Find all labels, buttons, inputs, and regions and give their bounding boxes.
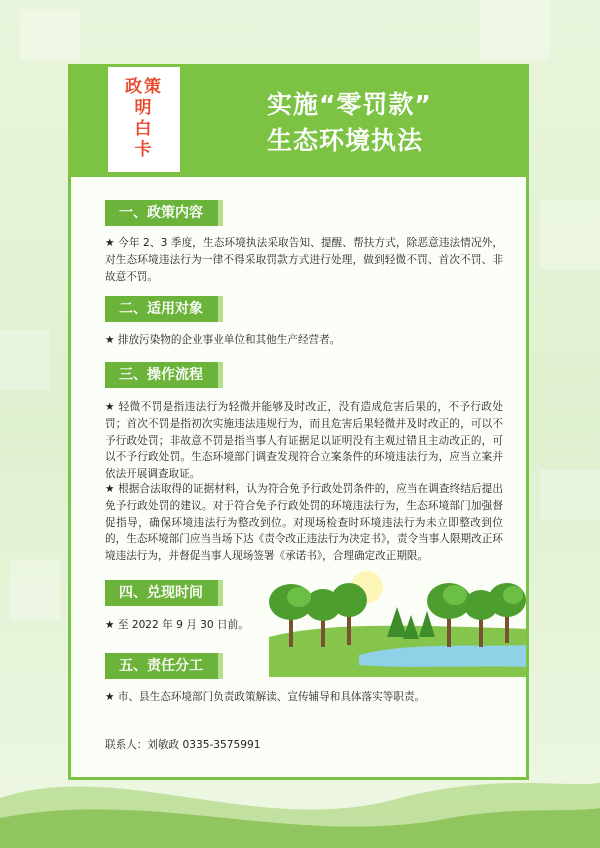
forest-illustration [269, 567, 529, 677]
tag-char-1: 政策 [125, 77, 163, 97]
card-header [71, 67, 526, 177]
policy-tag [108, 66, 180, 172]
section-heading-procedure: 三、操作流程 [105, 362, 223, 388]
tag-char-2: 明 [134, 98, 154, 118]
tag-char-3: 白 [134, 119, 154, 139]
section-heading-duties: 五、责任分工 [105, 653, 223, 679]
policy-card [68, 64, 529, 780]
section-heading-policy: 一、政策内容 [105, 200, 223, 226]
tag-char-4: 卡 [134, 140, 154, 160]
section-heading-deadline: 四、兑现时间 [105, 580, 223, 606]
section-text-procedure-1: ★ 轻微不罚是指违法行为轻微并能够及时改正，没有造成危害后果的，不予行政处罚；首次不罚是指初次实施违法违规行为，而且危害后果轻微并及时改正的，可以不予行政处罚；非故意不罚是指当事人有证据足以证明没有主观过错且主动改正的，可以不予行政处罚。生态环境部门调查发现符合立案条件的环境违法行为，应当立案并依法开展调查取证。 [105, 401, 503, 481]
section-text-duties: ★ 市、县生态环境部门负责政策解读、宣传辅导和具体落实等职责。 [105, 691, 426, 703]
section-heading-scope: 二、适用对象 [105, 296, 223, 322]
section-text-deadline: ★ 至 2022 年 9 月 30 日前。 [105, 619, 249, 631]
section-text-scope: ★ 排放污染物的企业事业单位和其他生产经营者。 [105, 334, 341, 346]
contact-info: 联系人：刘敏政 0335-3575991 [105, 739, 261, 751]
section-text-procedure-2: ★ 根据合法取得的证据材料，认为符合免予行政处罚条件的，应当在调查终结后提出免予行政处罚的建议。对于符合免予行政处罚的环境违法行为，生态环境部门加强督促指导，确保环境违法行为整改到位。对现场检查时环境违法行为未立即整改到位的，生态环境部门应当当场下达《责令改正违法行为决定书》，责令当事人限期改正环境违法行为，并督促当事人现场签署《承诺书》，合理确定改正期限。 [105, 483, 503, 563]
section-text-policy: ★ 今年 2、3 季度，生态环境执法采取告知、提醒、帮扶方式，除恶意违法情况外，对生态环境违法行为一律不得采取罚款方式进行处理，做到轻微不罚、首次不罚、非故意不罚。 [105, 237, 503, 283]
page-title [267, 87, 432, 159]
title-line-1: 实施“零罚款” [267, 90, 432, 119]
title-line-2: 生态环境执法 [267, 126, 424, 155]
